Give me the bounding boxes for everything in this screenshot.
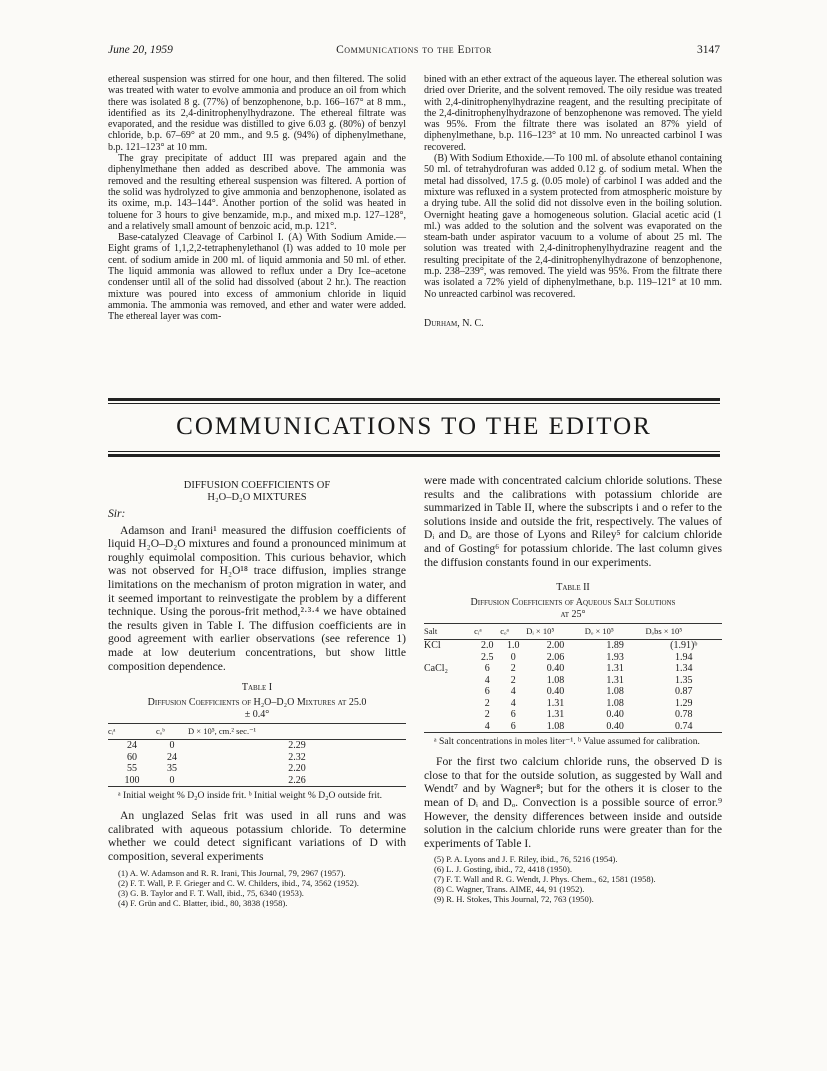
table-cell: 1.31 <box>546 709 565 721</box>
banner-rule-top-thin <box>108 403 720 404</box>
article-title-line: DIFFUSION COEFFICIENTS OF <box>183 480 331 491</box>
references-left <box>108 868 406 908</box>
table1-title-line: Diffusion Coefficients of H₂O–D₂O Mixtures at 25.0 <box>147 696 367 708</box>
table1-caption: Table I <box>241 682 273 694</box>
banner-rule-top <box>108 398 720 401</box>
table-cell: 1.29 <box>675 697 693 709</box>
article-title-line: H₂O–D₂O MIXTURES <box>207 492 307 503</box>
paragraph: For the first two calcium chloride runs, the observed D is close to that for the outside solution, as suggested by Wall and Wendt⁷ and by Wagner⁸; but for the others it is closer to the mean of Dᵢ and Dₒ. Convection is a possible source of error.⁹ However, the density differences between inside and outside solution in the calcium chloride runs were greater than for the experiments of Table I. <box>424 755 722 850</box>
column-header: Dₒbs × 10⁵ <box>646 623 723 640</box>
table-cell: 1.31 <box>606 663 624 675</box>
table2-title-line: at 25° <box>560 608 586 620</box>
table-cell: 1.89 <box>606 640 624 652</box>
table-cell: 6 <box>510 720 516 732</box>
column-header: D × 10⁵, cm.² sec.⁻¹ <box>188 723 406 740</box>
table-cell: 2 <box>510 663 516 675</box>
table-cell: 1.93 <box>606 651 624 663</box>
top-column-left <box>108 74 406 323</box>
column-header: cᵢᵃ <box>108 723 156 740</box>
column-header: Salt <box>424 623 474 640</box>
table-cell: 2 <box>510 674 516 686</box>
table-cell: 2 <box>484 709 490 721</box>
column-header: Dₒ × 10⁵ <box>585 623 646 640</box>
table1-title-line: ± 0.4° <box>244 708 270 720</box>
article-column-left <box>108 480 406 908</box>
column-header: cₒᵇ <box>156 723 188 740</box>
table-cell: 6 <box>484 686 490 698</box>
table-row <box>108 775 406 787</box>
table-cell: 2.29 <box>288 740 306 752</box>
paragraph: An unglazed Selas frit was used in all runs and was calibrated with aqueous potassium chloride. To determine whether we could detect significant variations of D with composition, several experiments <box>108 809 406 863</box>
table-cell: 2.0 <box>480 640 494 652</box>
table-cell: 0 <box>169 774 175 786</box>
paragraph: Base-catalyzed Cleavage of Carbinol I. (A) With Sodium Amide.—Eight grams of 1,1,2,2-tetraphenylethanol (I) was added to 10 mole per cent. of sodium amide in 200 ml. of liquid ammonia and 50 ml. of ether. The liquid ammonia was allowed to reflux under a Dry Ice–acetone condenser until all of the solid had dissolved (about 2 hr.). The reaction mixture was poured into excess of ammonium chloride in liquid ammonia. The ammonia was removed, and ether and water were added. The ethereal layer was com- <box>108 232 406 323</box>
table-cell: 0.87 <box>675 686 693 698</box>
column-header: cₒᵃ <box>500 623 526 640</box>
table-row <box>424 721 722 733</box>
table-cell <box>424 709 474 721</box>
table-cell <box>424 686 474 698</box>
table-cell: 0.40 <box>546 686 565 698</box>
reference-item: (5) P. A. Lyons and J. F. Riley, ibid., 76, 5216 (1954). <box>434 854 618 865</box>
table-cell: 35 <box>167 763 178 775</box>
banner-rule-bottom-thin <box>108 451 720 452</box>
table-cell: 1.35 <box>675 674 693 686</box>
paragraph: were made with concentrated calcium chloride solutions. These results and the calibrations with potassium chloride are summarized in Table II, where the subscripts i and o refer to the solutions inside and outside the frit, respectively. The values of Dᵢ and Dₒ are those of Lyons and Riley⁵ for calcium chloride and of Gosting⁶ for potassium chloride. The last column gives the diffusion constants found in our experiments. <box>424 474 722 569</box>
table-cell: 4 <box>484 720 490 732</box>
column-header: cᵢᵃ <box>474 623 500 640</box>
table2-title <box>424 597 722 621</box>
reference-item: (4) F. Grün and C. Blatter, ibid., 80, 3838 (1958). <box>118 897 288 908</box>
table-cell: 1.08 <box>606 686 624 698</box>
table-cell: 55 <box>127 763 137 775</box>
top-column-right <box>424 74 722 329</box>
table-row <box>424 698 722 710</box>
table-cell: 6 <box>484 663 490 675</box>
table-cell: 1.0 <box>507 640 520 652</box>
table-cell <box>424 675 474 687</box>
table-cell: 1.94 <box>675 651 693 663</box>
table-cell: 0 <box>169 740 175 752</box>
table-cell: 60 <box>127 751 137 763</box>
section-banner: COMMUNICATIONS TO THE EDITOR <box>176 413 652 440</box>
table-cell: 0.40 <box>606 709 624 721</box>
table-cell: 2.5 <box>480 651 494 663</box>
reference-item: (8) C. Wagner, Trans. AIME, 44, 91 (1952). <box>434 884 585 895</box>
reference-item: (3) G. B. Taylor and F. T. Wall, ibid., 75, 6340 (1953). <box>118 887 304 898</box>
reference-item: (7) F. T. Wall and R. G. Wendt, J. Phys. Chem., 62, 1581 (1958). <box>434 874 656 885</box>
table-row <box>424 663 722 675</box>
table-cell <box>424 698 474 710</box>
paragraph: ethereal suspension was stirred for one hour, and then filtered. The solid was treated with water to evolve ammonia and produce an oil from which there was isolated 8 g. (77%) of benzophenone, b.p. 166–167° at 8 mm., identified as its 2,4-dinitrophenylhydrazone. The ethereal filtrate was evaporated, and the residue was distilled to give 6.03 g. (80%) of benzyl chloride, b.p. 67–69° at 20 mm., and 9.5 g. (94%) of diphenylmethane, b.p. 121–123° at 10 mm. <box>108 74 406 153</box>
article-column-right <box>424 474 722 904</box>
table-cell: 1.08 <box>546 720 565 732</box>
table-cell: 2.32 <box>288 751 306 763</box>
table-row <box>424 686 722 698</box>
table-cell <box>424 721 474 733</box>
paragraph: bined with an ether extract of the aqueous layer. The ethereal solution was dried over Drierite, and the solvent removed. The oily residue was treated with 2,4-dinitrophenylhydrazine reagent, and the resulting precipitate of the 2,4-dinitrophenylhydrazone of benzophenone was removed. The yield was 95%. From the filtrate there was isolated an 87% yield of diphenylmethane, b.p. 116–123° at 10 mm. No unreacted carbinol I was recovered. <box>424 74 722 153</box>
table-row <box>424 675 722 687</box>
affiliation: Durham, N. C. <box>424 317 484 329</box>
column-header: Dᵢ × 10⁵ <box>526 623 585 640</box>
table-cell: 0.78 <box>675 709 693 721</box>
salutation: Sir: <box>108 507 126 520</box>
table2-caption: Table II <box>556 582 590 594</box>
header-date: June 20, 1959 <box>108 44 173 56</box>
table-cell: 100 <box>124 774 140 786</box>
table-row <box>108 740 406 752</box>
table-cell: 1.31 <box>546 697 565 709</box>
table-cell: 2.00 <box>546 640 565 652</box>
table-cell: 0.40 <box>546 663 565 675</box>
table-cell: 2.26 <box>288 774 306 786</box>
table2-title-line: Diffusion Coefficients of Aqueous Salt Solutions <box>470 596 676 608</box>
table-cell: 4 <box>510 686 516 698</box>
table-row <box>424 709 722 721</box>
paragraph: (B) With Sodium Ethoxide.—To 100 ml. of absolute ethanol containing 50 ml. of tetrahydrofuran was added 0.12 g. of sodium metal. When the metal had dissolved, 17.5 g. (0.05 mole) of carbinol I was added and the mixture was refluxed in a system protected from atmospheric moisture by a drying tube. All the solid did not dissolve even in the boiling solution. Overnight heating gave a homogeneous solution. Glacial acetic acid (1 ml.) was added to the solution and the solvent was evaporated on the steam-bath under aspirator vacuum to a volume of about 25 ml. The solution was treated with 2,4-dinitrophenylhydrazine reagent and the resulting precipitate of the 2,4-dinitrophenylhydrazone of benzophenone, m.p. 238–239°, was removed. The yield was 95%. From the filtrate there was isolated a 72% yield of diphenylmethane, b.p. 119–121° at 10 mm. No unreacted carbinol was recovered. <box>424 153 722 300</box>
table-cell <box>424 652 474 664</box>
reference-item: (9) R. H. Stokes, This Journal, 72, 763 (1950). <box>434 894 594 905</box>
banner-rule-bottom <box>108 454 720 457</box>
reference-item: (2) F. T. Wall, P. F. Grieger and C. W. Childers, ibid., 74, 3562 (1952). <box>118 877 359 888</box>
table-row <box>108 763 406 775</box>
table-cell: 6 <box>510 709 516 721</box>
paragraph: The gray precipitate of adduct III was prepared again and the diphenylmethane then added as described above. The ammonia was removed and the resulting ethereal suspension was filtered. A portion of the solid was hydrolyzed to give ammonia and benzophenone, isolated as its oxime, m.p. 143–144°. Another portion of the solid was heated in toluene for 3 hours to give benzamide, m.p., and mixed m.p. 127–128°, and a relatively small amount of benzoic acid, m.p. 121°. <box>108 153 406 232</box>
table-cell: (1.91)ᵇ <box>670 640 698 652</box>
table-cell: 1.08 <box>546 674 565 686</box>
references-right <box>424 854 722 904</box>
table-cell: 1.08 <box>606 697 624 709</box>
table-cell: KCl <box>424 640 441 652</box>
reference-item: (1) A. W. Adamson and R. R. Irani, This Journal, 79, 2967 (1957). <box>118 867 346 878</box>
table1-title <box>108 697 406 721</box>
paragraph: Adamson and Irani¹ measured the diffusion coefficients of liquid H₂O–D₂O mixtures and found a pronounced minimum at roughly equimolal composition. This curious behavior, which was not observed for H₂O¹⁸ trace diffusion, implies strange limitations on the mechanism of proton migration in water, and it seemed important to reinvestigate the problem by a different technique. Using the porous-frit method,²·³·⁴ we have obtained the results given in Table I. The diffusion coefficients are in good agreement with earlier observations (see reference 1) made at low deuterium concentrations, but show little composition dependence. <box>108 523 406 673</box>
table-cell: 1.34 <box>675 663 693 675</box>
table-cell: 2.20 <box>288 763 306 775</box>
table1 <box>108 723 406 788</box>
table-row <box>108 752 406 764</box>
table2 <box>424 623 722 734</box>
header-section: Communications to the Editor <box>336 44 492 56</box>
table1-footnote: ᵃ Initial weight % D₂O inside frit. ᵇ Initial weight % D₂O outside frit. <box>118 790 383 802</box>
table-row <box>424 652 722 664</box>
table-cell: 2 <box>484 697 490 709</box>
header-page-number: 3147 <box>697 44 720 56</box>
table-cell: 0.40 <box>606 720 624 732</box>
table2-footnote: ᵃ Salt concentrations in moles liter⁻¹. ᵇ Value assumed for calibration. <box>434 736 700 748</box>
table-cell: 0 <box>510 651 516 663</box>
article-title <box>148 480 366 504</box>
table-row <box>424 640 722 652</box>
reference-item: (6) L. J. Gosting, ibid., 72, 4418 (1950). <box>434 864 572 875</box>
table-cell: 24 <box>127 740 137 752</box>
table-cell: CaCl₂ <box>424 663 449 675</box>
table-cell: 0.74 <box>675 720 693 732</box>
table-cell: 4 <box>484 674 490 686</box>
table-cell: 2.06 <box>546 651 565 663</box>
table-cell: 24 <box>167 751 178 763</box>
table-cell: 1.31 <box>606 674 624 686</box>
table-cell: 4 <box>510 697 516 709</box>
